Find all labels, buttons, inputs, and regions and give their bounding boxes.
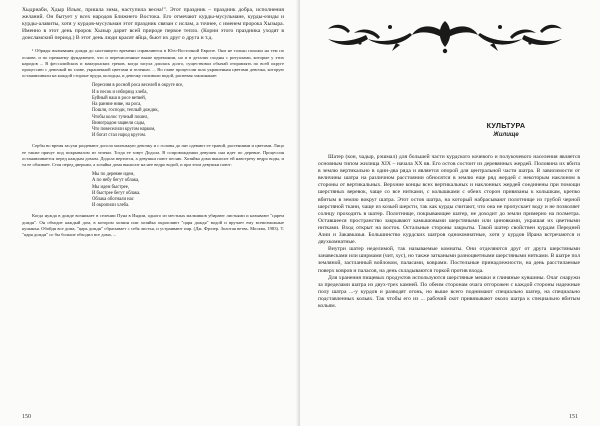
verse-1-line: Чтобы колос тучный пошел, <box>92 114 149 120</box>
verse-2 <box>92 172 284 209</box>
verse-1-line: И богат стал народ кругом. <box>92 133 147 139</box>
right-paragraph: Шатер (кон, чадыр, рэшмал) для большей части курдского кочевого и полукочевого населения является основным типом жилища XIX – начала XX вв. Его остов состоит из деревянных жердей. Половина их вбита в землю вертикально в один-два ряда и является опорой для центральной части шатра. В зависимости от величины шатра на различном расстоянии обносятся в землю еще ряд жердей с некоторым наклоном в стороны от вертикальных. Верхние концы всех вертикальных и наклонных жердей соединены при помощи шерстяных веревок, чаще со все нитками, с колышками с обеих сторон привязаны к кольшкам, крепко вбитым в землю вокруг шатра. Этот остов шатра, на который набрасывают полотнище из грубой черной шерстяной ткани, чаще из козьей шерсти, так как курды считают, что она не пропускает воду и не позволяет солнцу проходить в шатер. Полотнище, покрывающее шатер, не доходит до земли примерно на полметра. Оставшееся пространство закрывают камышовыми шерстяными или циновками, украшая их цветными нитками. Вход открыт на восток. Остальные стороны закрыты. Такой шатер свойствен курдам Передней Азии и Закавказья. Большинство курдских шатров однокомнатные, хотя у курдов Ирана встречаются и двухкомнатные. <box>318 154 580 246</box>
verse-1-line: Что повеселили кругом нарком, <box>92 126 156 132</box>
verse-1-line: Пересиня в росной роса веселей в округе ясе, <box>92 83 184 89</box>
left-paragraph-1: Хыдрнаби, Хдыр Ильяс, пришла зима, наступила весна!". Этот праздник – праздник добра, исполнения желаний. Он бытует у всех народов Ближнего Востока. Его отмечают курды-мусульмане, курды-езиды и курды-алавиты, хотя у курдов-мусульман этот праздник связан с ислам, а точнее, с именем пророка Хызыра. Именно в этот день пророк Хызыр дарит всей природе первое тепло. (Корни этого праздника уходят в доисламский период.) В этот день люди красят яйца, бьют их друг о друга и т.д. <box>22 7 284 42</box>
right-paragraph: Для хранения пищевых продуктов используются шерстяные мешки и глиняные кувшины. Очаг снаружи за пределами шатра из двух-трех камней. По обеим сторонам очага отгорожен с каждой стороны надежные полу шатра ...-у курдов и разводят огонь, но выше всего поднимают специально шатер, на специально подставленных кольях. Так чтобы его из ... рабочий скот привязывают около шатра к специально вбитым кольям. <box>318 274 580 309</box>
left-page-body <box>22 7 284 238</box>
verse-2-line: И окропили хлеба. <box>92 203 130 209</box>
right-page-number: 151 <box>569 414 578 420</box>
right-paragraph: Внутри шатер неделимой, так называемые комнаты. Они отделяются друг от друга шерстяными занавесками или ширмами (чит, хус), но также заткаными разноцветными шерстяными нитками. В шатре пол земляной, застланный войлоком, паласами, коврами. Постельные принадлежности, на день расстилаемые поверх ковров и паласов, на день складываются горкой против входа. <box>318 246 580 274</box>
verse-2-line: Мы идем быстрее, <box>92 184 129 190</box>
left-footnote: ¹ Обряды вызывания дождя до настоящего времени справляются в Юго-Восточной Европе. Они не только похожи на тем по основе, и по прежнему фундаменте, что и перечисленные выше церемонии, но и в деталях сходны с ритуалами, которые у этих народов ... В фессалийских и македонских греков, когда засуха длилась долго, существовал обычай отправлять по всей округе процессию с девочкой во главе, украшенной цветами и зеленью. ... Во главе процессии шла украшенная цветами девочка, которую останавливали на каждой стороне пруда, колодцы, и девочку поливали водой, распевая заклинание: <box>22 48 284 79</box>
left-paragraph-2: Сербы во время засухи раздевают догола маленькую девочку и с головы до пят одевают ее травой, растениями и цветами. Лицо ее также прячут под покрывалом из зелени. Тогда ее зовут Додола. В сопровождении девушек она идет по деревне. Процессия останавливается перед каждым домом. Додола вертится, а девушки поют песню. Хозяйка дома выносит ей навстречу ведро воды, и та ее обливает. Стоя перед дверьми, а хозяйка дома выносит на нее ведро водой, и при этом девушки поют: <box>22 143 284 167</box>
verse-2-line: Мы по деревне идем, <box>92 172 135 178</box>
floral-ornament-icon <box>320 13 570 57</box>
verse-1-line: И в песок и избирязд хлеба, <box>92 89 148 95</box>
verse-1 <box>92 83 284 139</box>
verse-2-line: А по небу бегут облака, <box>92 178 140 184</box>
section-title: КУЛЬТУРА <box>486 121 526 130</box>
subsection-title: Жилище <box>493 132 519 138</box>
verse-1-line: Буйный наш в росе ветвей, <box>92 95 146 101</box>
verse-1-line: Виноградом зацвели сады, <box>92 120 146 126</box>
left-page-number: 150 <box>22 414 31 420</box>
right-page <box>300 0 600 426</box>
verse-1-line: Пошли, господи, теплый дождик, <box>92 108 159 114</box>
verse-1-line: На ранние ниве, на роса, <box>92 102 142 108</box>
verse-2-line: И быстрее бегут облака. <box>92 190 141 196</box>
left-paragraph-3: Когда нужда в дожде возникает в селении Пуна в Индии, одного из местных мальчиков убирают листьями и называют "царем дождя". Он обходит каждый дом, в котором хозяин или хозяйка окропляют "царя дождя" водой и вручает ему всевозможные кушанья. Обойдя все дома, "царь дождя" сбрасывает с себя листья, и устраивают пир. (Дж. Фрэзер. Золотая ветвь. Москва, 1983). Т. "царя дождя" со бы больше обходил все дома, ... <box>22 213 284 237</box>
verse-2-line: Облака обогнали нас <box>92 196 134 202</box>
right-page-body <box>318 154 580 310</box>
